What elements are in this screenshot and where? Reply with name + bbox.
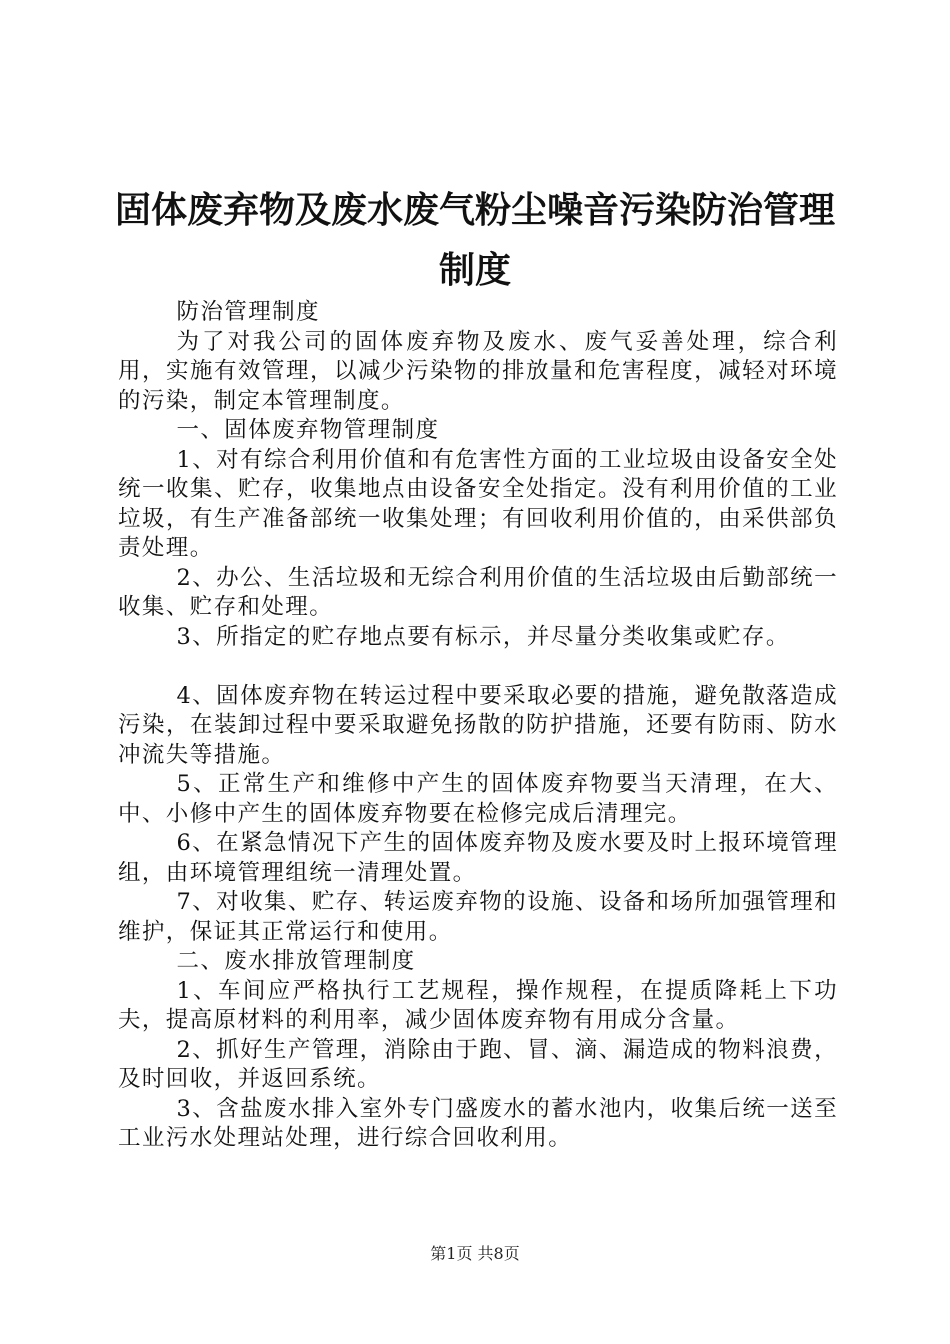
paragraph-item: 3、含盐废水排入室外专门盛废水的蓄水池内，收集后统一送至工业污水处理站处理，进行综合回收利用。 xyxy=(118,1095,838,1151)
document-body xyxy=(118,298,838,1154)
page-number-footer: 第1页 共8页 xyxy=(430,1244,520,1263)
document-title-line-2: 制度 xyxy=(438,249,511,291)
paragraph-subtitle: 防治管理制度 xyxy=(176,299,320,325)
paragraph-item: 3、所指定的贮存地点要有标示，并尽量分类收集或贮存。 xyxy=(176,623,790,650)
paragraph-item: 4、固体废弃物在转运过程中要采取必要的措施，避免散落造成污染，在装卸过程中要采取避免扬散的防护措施，还要有防雨、防水冲流失等措施。 xyxy=(118,682,838,768)
paragraph-item: 1、车间应严格执行工艺规程，操作规程，在提质降耗上下功夫，提高原材料的利用率，减少固体废弃物有用成分含量。 xyxy=(118,977,838,1033)
paragraph-item: 2、办公、生活垃圾和无综合利用价值的生活垃圾由后勤部统一收集、贮存和处理。 xyxy=(118,564,838,620)
paragraph-item: 5、正常生产和维修中产生的固体废弃物要当天清理，在大、中、小修中产生的固体废弃物要在检修完成后清理完。 xyxy=(118,771,838,827)
paragraph-item: 7、对收集、贮存、转运废弃物的设施、设备和场所加强管理和维护，保证其正常运行和使用。 xyxy=(118,889,838,945)
section-heading-wastewater: 二、废水排放管理制度 xyxy=(176,948,416,974)
document-title-line-1: 固体废弃物及废水废气粉尘噪音污染防治管理 xyxy=(114,189,835,231)
paragraph-item: 2、抓好生产管理，消除由于跑、冒、滴、漏造成的物料浪费，及时回收，并返回系统。 xyxy=(118,1036,838,1092)
paragraph-item: 1、对有综合利用价值和有危害性方面的工业垃圾由设备安全处统一收集、贮存，收集地点由设备安全处指定。没有利用价值的工业垃圾，有生产准备部统一收集处理；有回收利用价值的，由采供部负责处理。 xyxy=(118,446,838,561)
paragraph-item: 6、在紧急情况下产生的固体废弃物及废水要及时上报环境管理组，由环境管理组统一清理处置。 xyxy=(118,830,838,886)
paragraph-intro: 为了对我公司的固体废弃物及废水、废气妥善处理，综合利用，实施有效管理，以减少污染物的排放量和危害程度，减轻对环境的污染，制定本管理制度。 xyxy=(118,328,838,414)
section-heading-solid-waste: 一、固体废弃物管理制度 xyxy=(176,417,440,443)
